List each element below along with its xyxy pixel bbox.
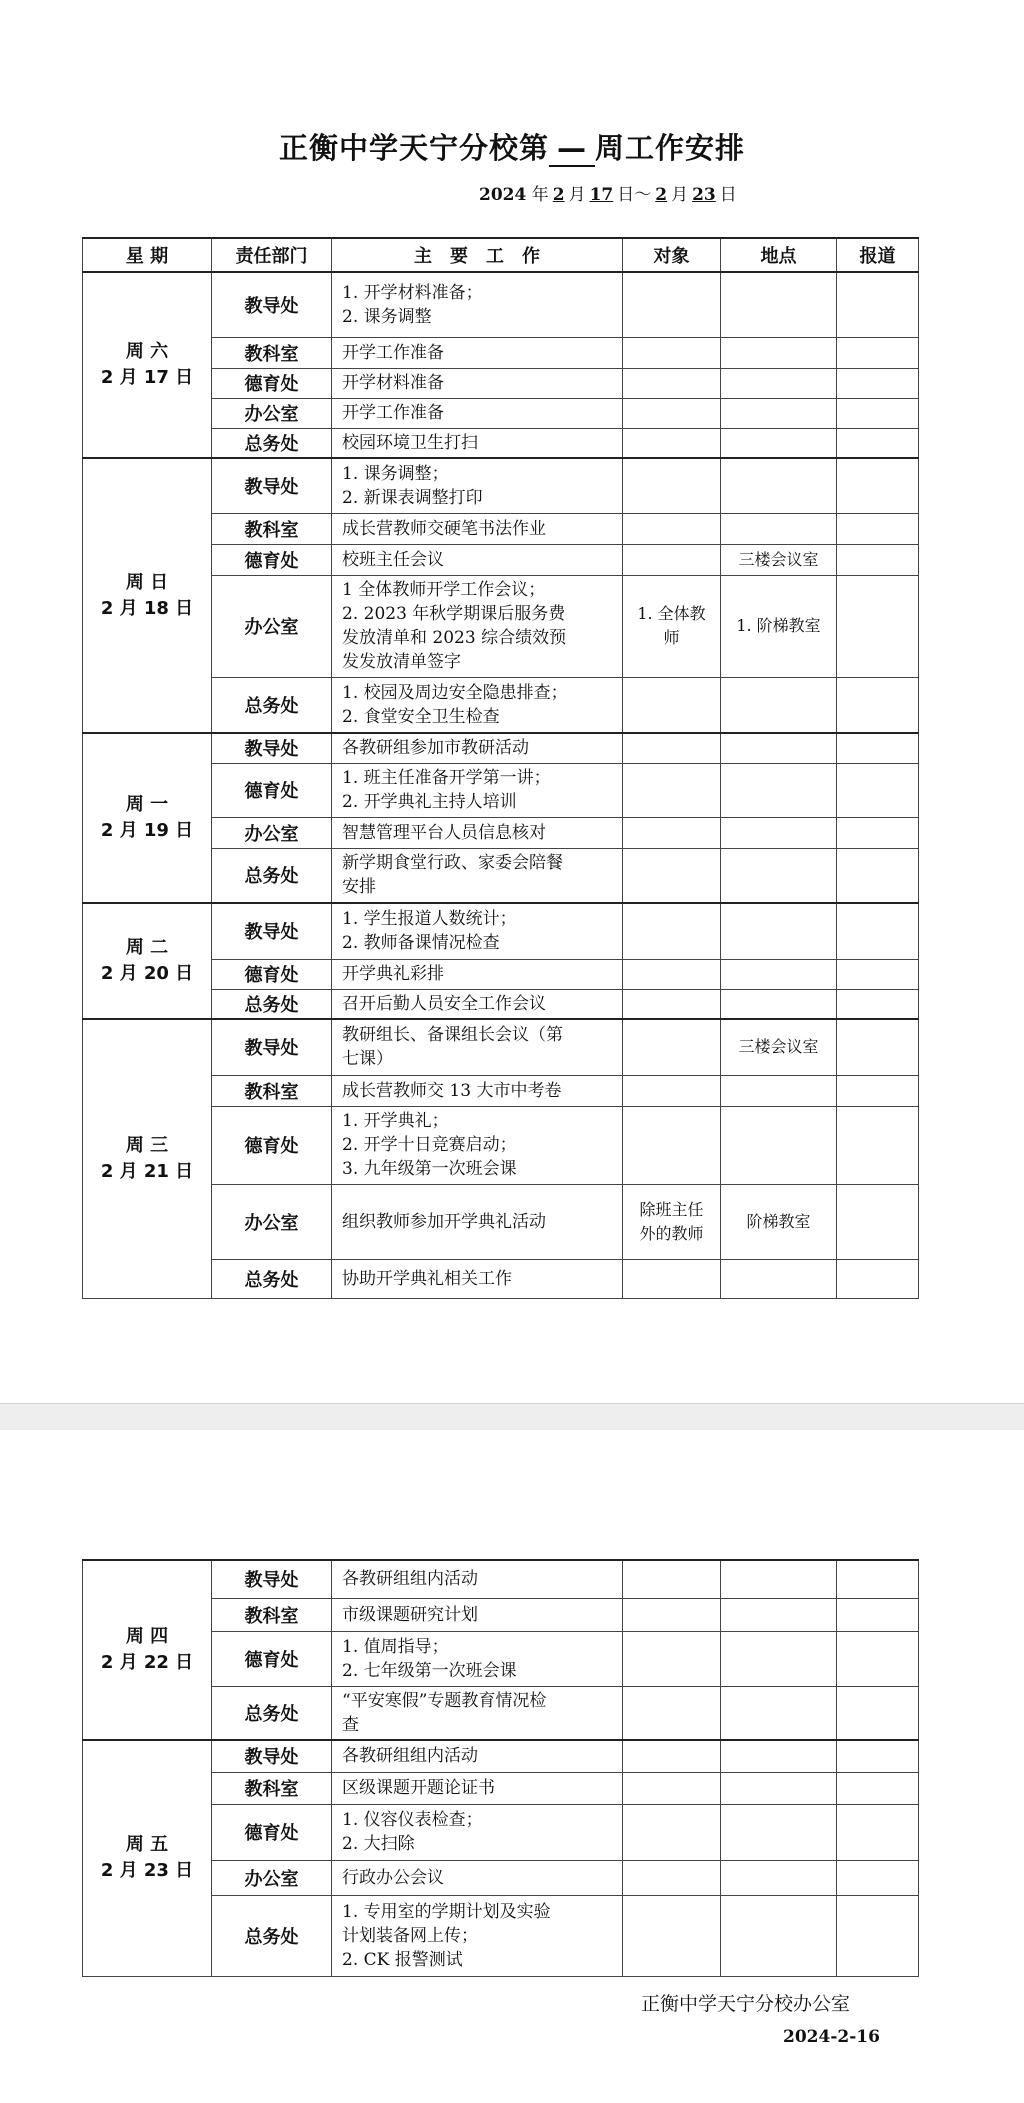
page-title: 正衡中学天宁分校第 — 周工作安排	[278, 131, 746, 165]
place-cell	[721, 337, 837, 368]
table-row	[83, 903, 919, 959]
day-date: 2 月 17 日	[100, 367, 194, 388]
task-cell	[332, 959, 623, 989]
target-cell: 除班主任 外的教师	[623, 1184, 721, 1259]
dept-cell: 教科室	[212, 1598, 332, 1631]
day-name: 周 日	[125, 571, 169, 593]
report-cell	[837, 1772, 919, 1804]
place-cell	[721, 368, 837, 398]
report-cell	[837, 733, 919, 763]
week-number-blank: —	[549, 131, 595, 167]
report-cell	[837, 959, 919, 989]
schedule-table-page-2	[82, 1559, 919, 1977]
day-name: 周 三	[125, 1134, 169, 1156]
dept-cell: 总务处	[212, 1686, 332, 1740]
place-cell	[721, 1740, 837, 1772]
header-task: 主 要 工 作	[332, 238, 623, 272]
day-date: 2 月 22 日	[100, 1652, 194, 1673]
target-cell	[623, 763, 721, 817]
report-cell	[837, 1740, 919, 1772]
target-cell	[623, 903, 721, 959]
target-cell	[623, 959, 721, 989]
task-line: 2. 2023 年秋学期课后服务费	[342, 604, 566, 624]
table-row	[83, 272, 919, 337]
task-cell	[332, 989, 623, 1019]
target-cell	[623, 1259, 721, 1298]
place-cell	[721, 1772, 837, 1804]
table-row	[83, 458, 919, 513]
task-line: 3. 九年级第一次班会课	[342, 1159, 517, 1179]
footer-date: 2024-2-16	[783, 2027, 880, 2047]
task-cell	[332, 848, 623, 903]
day-cell	[83, 1740, 212, 1976]
task-line: 1. 课务调整；	[342, 463, 449, 484]
footer-organization: 正衡中学天宁分校办公室	[641, 1993, 851, 2015]
dept-cell: 总务处	[212, 428, 332, 458]
day-cell	[83, 1019, 212, 1298]
day-name: 周 四	[125, 1626, 169, 1647]
day-name: 周 五	[125, 1834, 169, 1856]
report-cell	[837, 513, 919, 544]
task-line: 开学典礼彩排	[342, 964, 444, 984]
target-cell	[623, 1560, 721, 1598]
task-line: 2. 开学典礼主持人培训	[342, 792, 517, 812]
task-line: 1. 开学材料准备；	[342, 282, 483, 303]
schedule-table-page-1	[82, 237, 919, 1299]
dept-cell: 总务处	[212, 677, 332, 733]
task-cell	[332, 1804, 623, 1860]
report-cell	[837, 1106, 919, 1184]
page-separator	[0, 1403, 1024, 1431]
place-cell	[721, 428, 837, 458]
place-cell	[721, 1631, 837, 1686]
task-line: 发发放清单签字	[342, 652, 461, 672]
task-cell	[332, 1686, 623, 1740]
task-line: 计划装备网上传；	[342, 1925, 478, 1946]
place-cell	[721, 959, 837, 989]
task-cell	[332, 272, 623, 337]
report-cell	[837, 1259, 919, 1298]
header-target: 对象	[623, 238, 721, 272]
place-cell	[721, 817, 837, 848]
task-cell	[332, 368, 623, 398]
day-date: 2 月 23 日	[100, 1860, 194, 1882]
table-row	[83, 1740, 919, 1772]
task-cell	[332, 763, 623, 817]
day-name: 周 六	[125, 341, 169, 362]
target-cell	[623, 1895, 721, 1976]
task-line: 行政办公会议	[342, 1867, 444, 1888]
day-date: 2 月 21 日	[100, 1160, 194, 1182]
task-line: 查	[342, 1714, 359, 1735]
day-cell	[83, 272, 212, 458]
report-cell	[837, 368, 919, 398]
report-cell	[837, 398, 919, 428]
task-line: 1 全体教师开学工作会议；	[342, 580, 546, 600]
dept-cell: 教导处	[212, 1740, 332, 1772]
target-cell	[623, 1686, 721, 1740]
header-report: 报道	[837, 238, 919, 272]
task-cell	[332, 1740, 623, 1772]
target-cell	[623, 817, 721, 848]
target-cell	[623, 398, 721, 428]
target-cell	[623, 1598, 721, 1631]
dept-cell: 德育处	[212, 959, 332, 989]
report-cell	[837, 1895, 919, 1976]
dept-cell: 教科室	[212, 337, 332, 368]
place-cell	[721, 989, 837, 1019]
task-cell	[332, 428, 623, 458]
dept-cell: 教科室	[212, 513, 332, 544]
target-cell	[623, 544, 721, 575]
task-line: 1. 班主任准备开学第一讲；	[342, 768, 551, 788]
task-line: 召开后勤人员安全工作会议	[342, 993, 546, 1014]
task-line: 各教研组参加市教研活动	[342, 738, 529, 759]
date-range: 2024 年 2 月 17 日～ 2 月 23 日	[479, 185, 737, 205]
target-cell	[623, 272, 721, 337]
task-cell	[332, 513, 623, 544]
place-cell: 三楼会议室	[721, 544, 837, 575]
task-line: 1. 学生报道人数统计；	[342, 909, 517, 930]
task-cell	[332, 1106, 623, 1184]
task-line: 2. 教师备课情况检查	[342, 933, 500, 954]
place-cell	[721, 1895, 837, 1976]
task-line: 智慧管理平台人员信息核对	[342, 822, 546, 843]
task-cell	[332, 817, 623, 848]
target-cell	[623, 1860, 721, 1895]
day-date: 2 月 18 日	[100, 597, 194, 619]
place-cell	[721, 458, 837, 513]
task-line: 协助开学典礼相关工作	[342, 1268, 512, 1289]
header-day: 星 期	[83, 238, 212, 272]
place-cell	[721, 677, 837, 733]
target-cell	[623, 1804, 721, 1860]
task-cell	[332, 337, 623, 368]
target-cell	[623, 1631, 721, 1686]
report-cell	[837, 544, 919, 575]
task-line: 开学工作准备	[342, 403, 444, 423]
task-cell	[332, 575, 623, 677]
dept-cell: 教科室	[212, 1772, 332, 1804]
task-line: 成长营教师交硬笔书法作业	[342, 518, 546, 539]
task-cell	[332, 1598, 623, 1631]
dept-cell: 德育处	[212, 763, 332, 817]
task-cell	[332, 677, 623, 733]
place-cell	[721, 1259, 837, 1298]
task-line: 2. CK 报警测试	[342, 1949, 463, 1970]
target-cell	[623, 989, 721, 1019]
place-cell	[721, 1804, 837, 1860]
dept-cell: 教导处	[212, 733, 332, 763]
dept-cell: 办公室	[212, 398, 332, 428]
place-cell	[721, 1860, 837, 1895]
report-cell	[837, 817, 919, 848]
task-line: 区级课题开题论证书	[342, 1778, 495, 1798]
task-line: 各教研组组内活动	[342, 1746, 478, 1767]
report-cell	[837, 1075, 919, 1106]
report-cell	[837, 428, 919, 458]
target-cell	[623, 1019, 721, 1075]
header-dept: 责任部门	[212, 238, 332, 272]
day-cell	[83, 1560, 212, 1740]
task-line: 新学期食堂行政、家委会陪餐	[342, 853, 563, 874]
task-line: 各教研组组内活动	[342, 1569, 478, 1590]
task-cell	[332, 1895, 623, 1976]
task-cell	[332, 1772, 623, 1804]
task-cell	[332, 1860, 623, 1895]
task-line: 校班主任会议	[342, 549, 444, 570]
target-cell	[623, 428, 721, 458]
dept-cell: 德育处	[212, 544, 332, 575]
dept-cell: 德育处	[212, 1631, 332, 1686]
place-cell	[721, 1560, 837, 1598]
task-cell	[332, 733, 623, 763]
day-date: 2 月 19 日	[100, 820, 194, 841]
day-cell	[83, 458, 212, 733]
task-cell	[332, 1560, 623, 1598]
dept-cell: 总务处	[212, 989, 332, 1019]
dept-cell: 办公室	[212, 575, 332, 677]
report-cell	[837, 1860, 919, 1895]
task-line: 发放清单和 2023 综合绩效预	[342, 628, 567, 648]
task-line: 1. 专用室的学期计划及实验	[342, 1901, 551, 1922]
target-cell	[623, 513, 721, 544]
dept-cell: 德育处	[212, 1106, 332, 1184]
report-cell	[837, 1598, 919, 1631]
report-cell	[837, 848, 919, 903]
dept-cell: 总务处	[212, 1259, 332, 1298]
task-cell	[332, 544, 623, 575]
place-cell: 三楼会议室	[721, 1019, 837, 1075]
report-cell	[837, 1019, 919, 1075]
place-cell: 阶梯教室	[721, 1184, 837, 1259]
report-cell	[837, 1184, 919, 1259]
task-line: 开学材料准备	[342, 373, 444, 393]
task-cell	[332, 1631, 623, 1686]
day-cell	[83, 903, 212, 1019]
report-cell	[837, 458, 919, 513]
place-cell	[721, 272, 837, 337]
task-line: “平安寒假”专题教育情况检	[342, 1690, 547, 1711]
place-cell	[721, 398, 837, 428]
report-cell	[837, 1804, 919, 1860]
dept-cell: 办公室	[212, 1184, 332, 1259]
task-line: 教研组长、备课组长会议（第	[342, 1025, 563, 1046]
dept-cell: 总务处	[212, 848, 332, 903]
report-cell	[837, 272, 919, 337]
report-cell	[837, 575, 919, 677]
task-line: 1. 校园及周边安全隐患排查；	[342, 682, 568, 703]
task-cell	[332, 458, 623, 513]
task-line: 开学工作准备	[342, 342, 444, 363]
target-cell	[623, 1075, 721, 1106]
day-name: 周 二	[125, 937, 169, 958]
task-line: 1. 开学典礼；	[342, 1111, 449, 1131]
dept-cell: 教导处	[212, 458, 332, 513]
task-cell	[332, 903, 623, 959]
task-line: 2. 开学十日竞赛启动；	[342, 1135, 517, 1155]
place-cell	[721, 1106, 837, 1184]
target-cell	[623, 733, 721, 763]
dept-cell: 办公室	[212, 817, 332, 848]
report-cell	[837, 337, 919, 368]
header-place: 地点	[721, 238, 837, 272]
task-line: 1. 值周指导；	[342, 1636, 449, 1657]
task-line: 2. 新课表调整打印	[342, 487, 483, 508]
place-cell	[721, 733, 837, 763]
dept-cell: 教导处	[212, 903, 332, 959]
place-cell	[721, 1075, 837, 1106]
dept-cell: 教导处	[212, 1560, 332, 1598]
task-cell	[332, 1019, 623, 1075]
target-cell: 1. 全体教 师	[623, 575, 721, 677]
target-cell	[623, 1772, 721, 1804]
day-date: 2 月 20 日	[100, 963, 194, 984]
day-cell	[83, 733, 212, 903]
dept-cell: 教导处	[212, 1019, 332, 1075]
dept-cell: 教科室	[212, 1075, 332, 1106]
target-cell	[623, 1106, 721, 1184]
place-cell: 1. 阶梯教室	[721, 575, 837, 677]
task-line: 1. 仪容仪表检查；	[342, 1810, 483, 1830]
dept-cell: 教导处	[212, 272, 332, 337]
table-header-row	[83, 238, 919, 272]
target-cell	[623, 677, 721, 733]
report-cell	[837, 1686, 919, 1740]
task-line: 2. 大扫除	[342, 1834, 415, 1854]
target-cell	[623, 368, 721, 398]
target-cell	[623, 1740, 721, 1772]
task-line: 校园环境卫生打扫	[342, 432, 478, 453]
place-cell	[721, 513, 837, 544]
report-cell	[837, 1560, 919, 1598]
task-line: 安排	[342, 877, 376, 898]
task-line: 2. 食堂安全卫生检查	[342, 706, 500, 727]
task-cell	[332, 1259, 623, 1298]
task-line: 市级课题研究计划	[342, 1604, 478, 1625]
table-row	[83, 1019, 919, 1075]
task-cell	[332, 398, 623, 428]
place-cell	[721, 903, 837, 959]
task-line: 2. 课务调整	[342, 306, 432, 327]
place-cell	[721, 848, 837, 903]
target-cell	[623, 848, 721, 903]
place-cell	[721, 763, 837, 817]
task-line: 组织教师参加开学典礼活动	[342, 1211, 546, 1232]
target-cell	[623, 337, 721, 368]
task-line: 成长营教师交 13 大市中考卷	[342, 1080, 562, 1101]
dept-cell: 德育处	[212, 1804, 332, 1860]
report-cell	[837, 989, 919, 1019]
dept-cell: 总务处	[212, 1895, 332, 1976]
report-cell	[837, 677, 919, 733]
report-cell	[837, 903, 919, 959]
place-cell	[721, 1598, 837, 1631]
report-cell	[837, 763, 919, 817]
place-cell	[721, 1686, 837, 1740]
report-cell	[837, 1631, 919, 1686]
dept-cell: 办公室	[212, 1860, 332, 1895]
target-cell	[623, 458, 721, 513]
day-name: 周 一	[125, 794, 169, 815]
task-cell	[332, 1075, 623, 1106]
task-line: 2. 七年级第一次班会课	[342, 1660, 517, 1681]
table-row	[83, 1560, 919, 1598]
task-line: 七课）	[342, 1049, 393, 1070]
task-cell	[332, 1184, 623, 1259]
dept-cell: 德育处	[212, 368, 332, 398]
table-row	[83, 733, 919, 763]
